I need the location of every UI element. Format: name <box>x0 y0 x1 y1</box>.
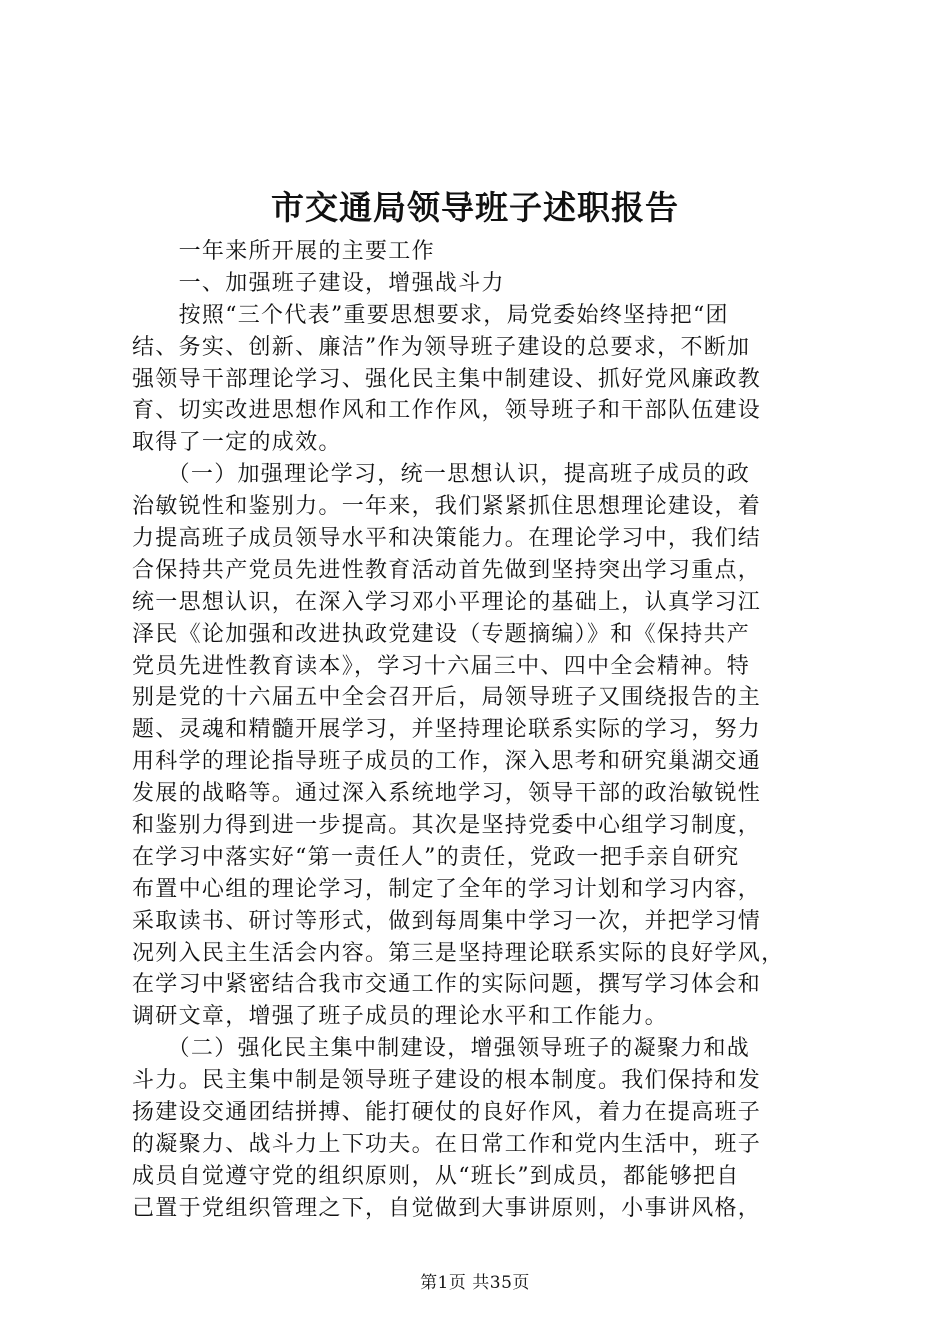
body-text-line: 况列入民主生活会内容。第三是坚持理论联系实际的良好学风， <box>132 940 785 966</box>
body-text-line: 力提高班子成员领导水平和决策能力。在理论学习中，我们结 <box>132 526 762 552</box>
body-text-line: 用科学的理论指导班子成员的工作，深入思考和研究巢湖交通 <box>132 749 762 775</box>
body-text-line: 结、务实、创新、廉洁”作为领导班子建设的总要求，不断加 <box>132 334 751 360</box>
body-text-line: 统一思想认识，在深入学习邓小平理论的基础上，认真学习江 <box>132 589 762 615</box>
body-text-line: 育、切实改进思想作风和工作作风，领导班子和干部队伍建设 <box>132 398 762 424</box>
body-text-line: 泽民《论加强和改进执政党建设（专题摘编）》和《保持共产 <box>132 621 751 647</box>
body-text-line: 的凝聚力、战斗力上下功夫。在日常工作和党内生活中，班子 <box>132 1131 762 1157</box>
body-text-line: 别是党的十六届五中全会召开后，局领导班子又围绕报告的主 <box>132 685 762 711</box>
body-text-line: 在学习中紧密结合我市交通工作的实际问题，撰写学习体会和 <box>132 972 762 998</box>
body-text-line: 调研文章，增强了班子成员的理论水平和工作能力。 <box>132 1004 668 1030</box>
body-text-line: 取得了一定的成效。 <box>132 430 342 456</box>
body-text-line: 党员先进性教育读本》，学习十六届三中、四中全会精神。特 <box>132 653 751 679</box>
body-text-line: 题、灵魂和精髓开展学习，并坚持理论联系实际的学习，努力 <box>132 717 762 743</box>
body-text-line: 治敏锐性和鉴别力。一年来，我们紧紧抓住思想理论建设，着 <box>132 494 762 520</box>
body-text-line: 一、加强班子建设，增强战斗力 <box>132 270 505 296</box>
body-text-line: 和鉴别力得到进一步提高。其次是坚持党委中心组学习制度， <box>132 813 762 839</box>
page-footer: 第1页 共35页 <box>420 1273 530 1293</box>
body-text-line: 合保持共产党员先进性教育活动首先做到坚持突出学习重点， <box>132 557 762 583</box>
body-text-line: （一）加强理论学习，统一思想认识，提高班子成员的政 <box>132 462 751 488</box>
document-title: 市交通局领导班子述职报告 <box>271 188 679 227</box>
body-text-line: 扬建设交通团结拼搏、能打硬仗的良好作风，着力在提高班子 <box>132 1100 762 1126</box>
body-text-line: 斗力。民主集中制是领导班子建设的根本制度。我们保持和发 <box>132 1068 762 1094</box>
body-text-line: 一年来所开展的主要工作 <box>132 239 435 264</box>
document-body <box>132 236 832 1225</box>
body-text-line: 按照“三个代表”重要思想要求，局党委始终坚持把“团 <box>132 302 729 328</box>
body-text-line: 在学习中落实好“第一责任人”的责任，党政一把手亲自研究 <box>132 844 740 870</box>
body-text-line: 强领导干部理论学习、强化民主集中制建设、抓好党风廉政教 <box>132 366 762 392</box>
body-text-line: （二）强化民主集中制建设，增强领导班子的凝聚力和战 <box>132 1036 751 1062</box>
body-text-line: 成员自觉遵守党的组织原则，从“班长”到成员，都能够把自 <box>132 1163 740 1189</box>
body-text-line: 布置中心组的理论学习，制定了全年的学习计划和学习内容， <box>132 876 762 902</box>
body-text-line: 采取读书、研讨等形式，做到每周集中学习一次，并把学习情 <box>132 908 762 934</box>
body-text-line: 发展的战略等。通过深入系统地学习，领导干部的政治敏锐性 <box>132 781 762 807</box>
body-text-line: 己置于党组织管理之下，自觉做到大事讲原则，小事讲风格， <box>132 1195 762 1221</box>
